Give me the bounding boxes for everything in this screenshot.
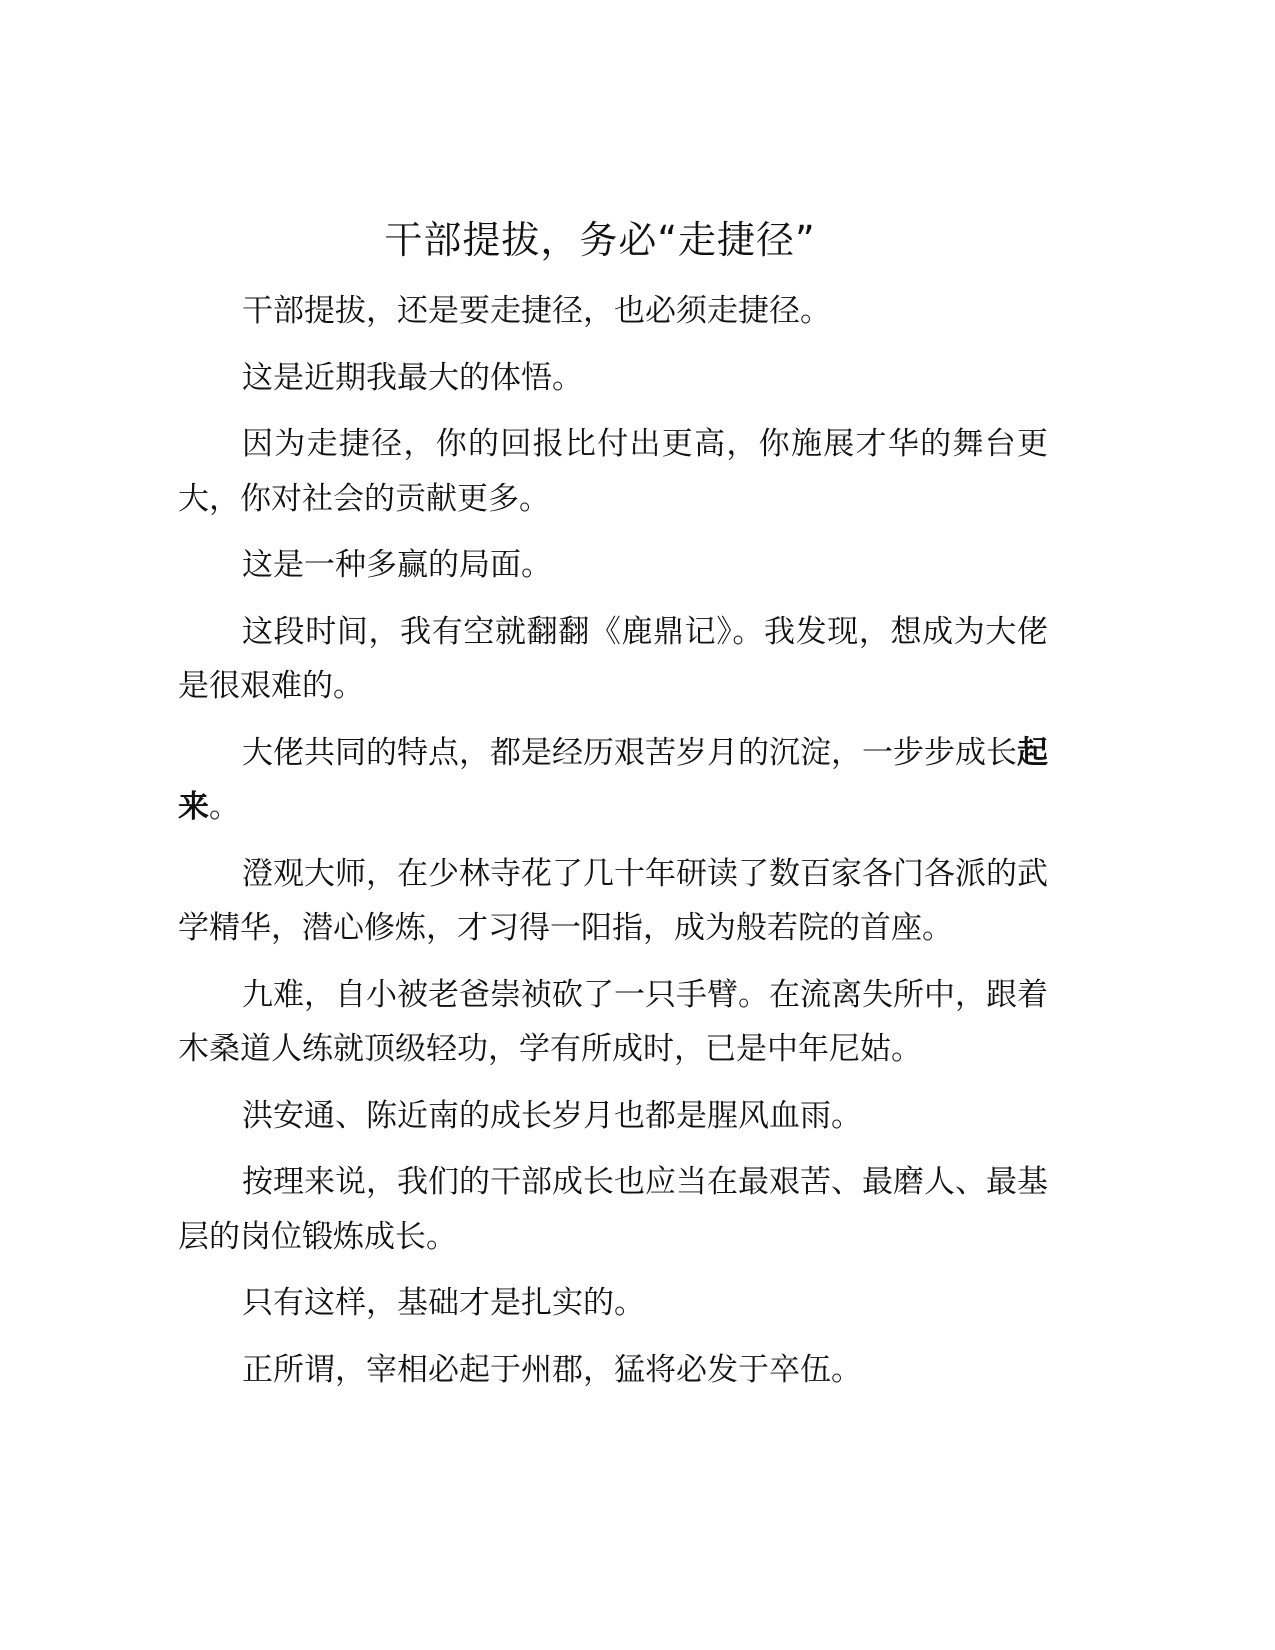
paragraph-3: 因为走捷径，你的回报比付出更高，你施展才华的舞台更大，你对社会的贡献更多。: [178, 426, 1048, 517]
paragraph-2: 这是近期我最大的体悟。: [242, 359, 583, 396]
document-title: 干部提拔，务必“走捷径”: [384, 218, 816, 262]
paragraph-1: 干部提拔，还是要走捷径，也必须走捷径。: [242, 293, 831, 329]
paragraph-10: 按理来说，我们的干部成长也应当在最艰苦、最磨人、最基层的岗位锻炼成长。: [178, 1164, 1048, 1255]
paragraph-11: 只有这样，基础才是扎实的。: [242, 1285, 645, 1321]
paragraph-6: [178, 726, 1048, 835]
paragraph-5: 这段时间，我有空就翻翻《鹿鼎记》。我发现，想成为大佬是很艰难的。: [178, 613, 1048, 704]
paragraph-6-main: 大佬共同的特点，都是经历艰苦岁月的沉淀，一步步成长: [242, 734, 1017, 771]
paragraph-6-bold-tail: 起来: [178, 734, 1048, 825]
paragraph-4: 这是一种多赢的局面。: [242, 547, 552, 583]
paragraph-8: 九难，自小被老爸崇祯砍了一只手臂。在流离失所中，跟着木桑道人练就顶级轻功，学有所成时，已是中年尼姑。: [178, 976, 1048, 1067]
document-body: [178, 284, 1048, 1409]
paragraph-12: 正所谓，宰相必起于州郡，猛将必发于卒伍。: [242, 1351, 862, 1388]
paragraph-7: 澄观大师，在少林寺花了几十年研读了数百家各门各派的武学精华，潜心修炼，才习得一阳指，成为般若院的首座。: [178, 855, 1048, 946]
paragraph-9: 洪安通、陈近南的成长岁月也都是腥风血雨。: [242, 1097, 862, 1134]
paragraph-6-end: 。: [209, 789, 240, 825]
